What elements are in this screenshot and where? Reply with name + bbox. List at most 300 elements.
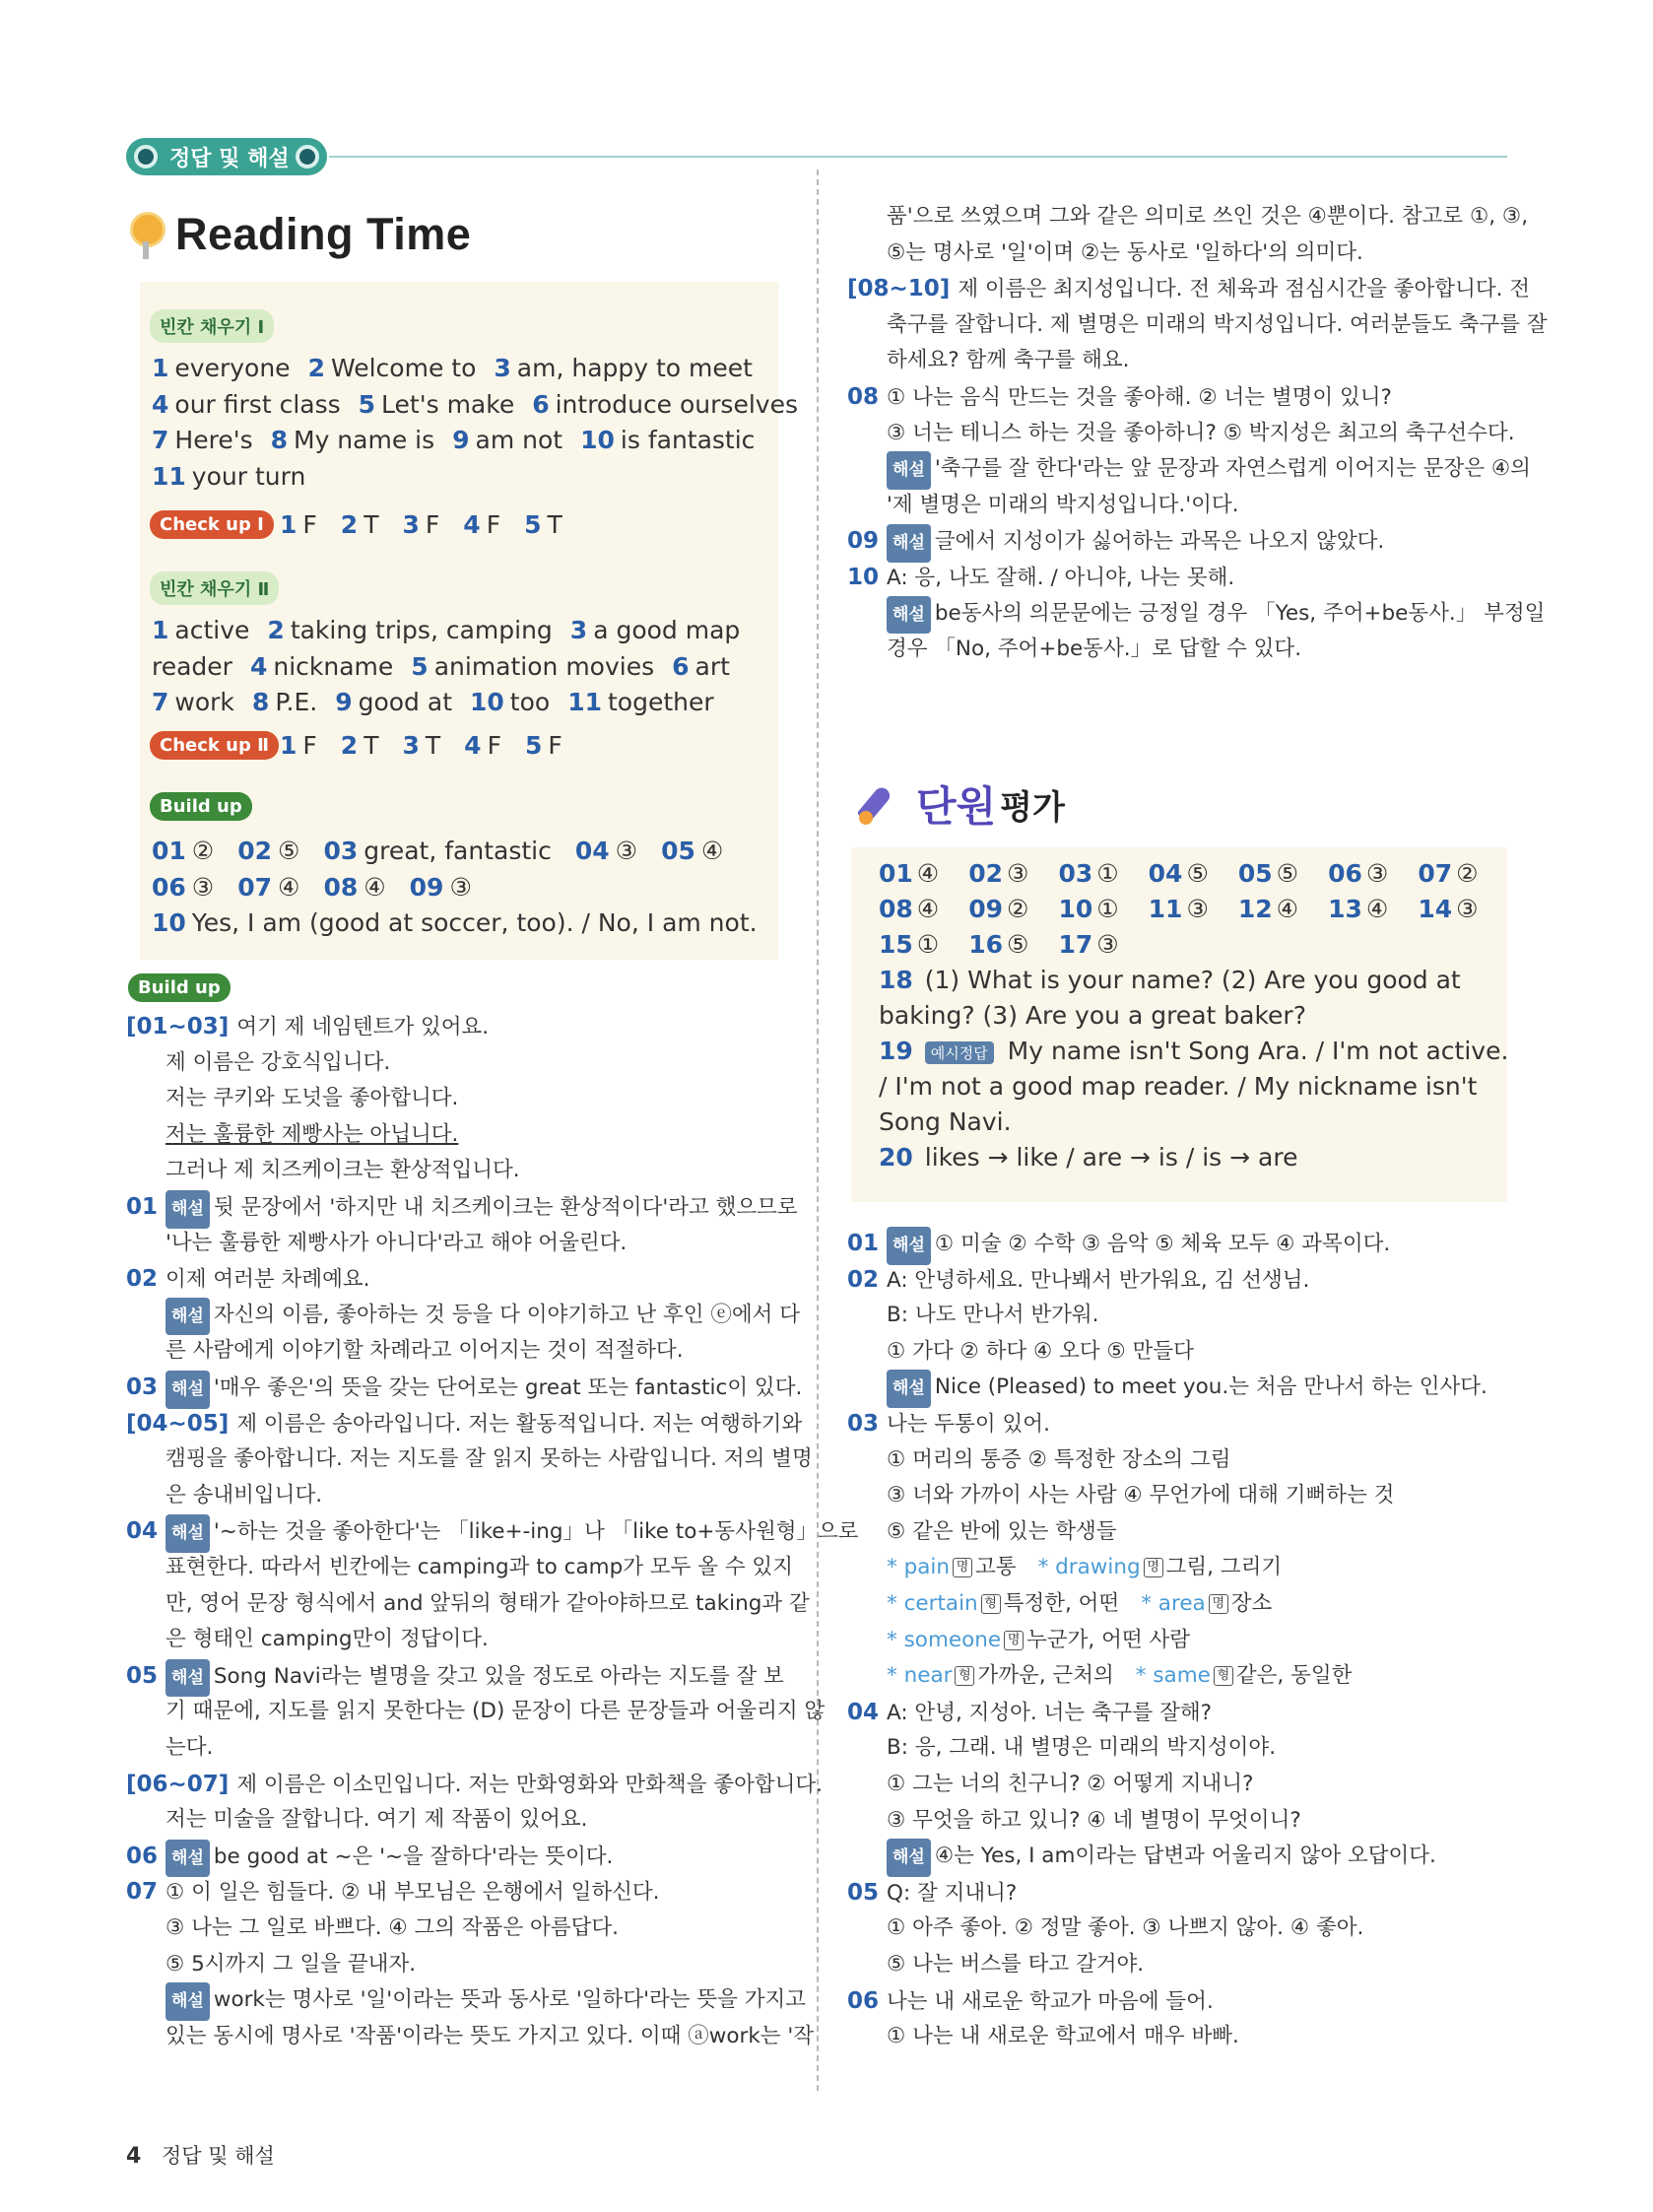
explanation-text: ① 나는 음식 만드는 것을 좋아해. ② 너는 별명이 있니?	[887, 385, 1392, 410]
answer-text: F	[302, 510, 317, 539]
answer-text: is fantastic	[620, 426, 756, 454]
answer-text: ⑤	[278, 837, 300, 865]
answer-text: F	[548, 731, 562, 760]
explanation-text: 자신의 이름, 좋아하는 것 등을 다 이야기하고 난 후인 ⓔ에서 다	[213, 1302, 800, 1327]
answer-number: 6	[672, 651, 690, 681]
explanation-line	[847, 2019, 1239, 2055]
blank-fill-2-tag: 빈칸 채우기 Ⅱ	[150, 571, 279, 605]
answer-text: animation movies	[433, 651, 655, 681]
question-number: 06	[847, 1987, 880, 2014]
answer-text: great, fantastic	[364, 837, 552, 865]
vocab-meaning: 고통	[975, 1555, 1017, 1580]
build-up-explanation-tag: Build up	[128, 973, 231, 1002]
answer-number: 10	[580, 426, 615, 454]
answer-number: 17	[1058, 930, 1093, 959]
answer-number: 15	[879, 930, 913, 959]
answer-text: ①	[1096, 895, 1119, 923]
explanation-line	[126, 1513, 859, 1553]
answer-number: 1	[280, 510, 298, 539]
explanation-line	[847, 560, 1234, 597]
explanation-line	[847, 1767, 1253, 1803]
answer-number: 04	[1148, 859, 1183, 888]
lamp-icon	[128, 210, 164, 259]
explanation-text: 하세요? 함께 축구를 해요.	[887, 348, 1130, 373]
answer-line	[152, 685, 732, 721]
explanation-text: Nice (Pleased) to meet you.는 처음 만나서 하는 인사다.	[934, 1374, 1488, 1400]
explanation-text: ① 나는 내 새로운 학교에서 매우 바빠.	[887, 2024, 1239, 2049]
answer-number: 02	[968, 859, 1004, 888]
answer-text: F	[486, 510, 501, 539]
answer-text: T	[364, 510, 379, 539]
answer-number: 8	[270, 426, 288, 454]
part-of-speech-icon: 명	[1144, 1558, 1163, 1577]
explanation-tag: 해설	[165, 1514, 210, 1553]
explanation-line	[847, 1334, 1194, 1371]
explanation-text: 제 이름은 이소민입니다. 저는 만화영화와 만화책을 좋아합니다.	[236, 1772, 823, 1797]
answer-text: too	[509, 688, 551, 716]
question-number: 08	[847, 384, 880, 410]
reading-time-heading: Reading Time	[175, 209, 472, 259]
unit-answer-line	[879, 930, 1149, 959]
explanation-tag: 해설	[887, 1839, 931, 1877]
page-number: 4	[126, 2144, 142, 2169]
answer-text: reader	[152, 651, 232, 681]
explanation-text: ⑤ 5시까지 그 일을 끝내자.	[165, 1951, 417, 1977]
explanation-line	[847, 1298, 1098, 1334]
answer-text: ③	[1007, 859, 1029, 888]
vocab-word: * area	[1141, 1591, 1206, 1616]
question-number: 01	[847, 1231, 880, 1256]
explanation-line	[847, 1839, 1436, 1877]
answer-number: 3	[494, 354, 511, 382]
answer-number: 07	[237, 872, 273, 902]
answer-text: T	[425, 731, 441, 760]
explanation-tag: 해설	[887, 524, 931, 563]
answer-text: ⑤	[1186, 859, 1209, 888]
explanation-text: ③ 나는 그 일로 바쁘다. ④ 그의 작품은 아름답다.	[165, 1915, 619, 1940]
answer-text: work	[174, 688, 234, 716]
answer-number: 4	[463, 510, 481, 539]
answer-text: F	[487, 731, 501, 760]
answer-number: 3	[402, 731, 420, 760]
reading-time-title	[128, 209, 471, 260]
explanation-line	[847, 307, 1548, 344]
explanation-text: 경우 「No, 주어+be동사.」로 답할 수 있다.	[887, 637, 1302, 662]
answer-text: your turn	[191, 461, 306, 491]
footer-label: 정답 및 해설	[162, 2144, 275, 2168]
answer-number: 06	[1328, 859, 1362, 888]
footer	[126, 2140, 275, 2170]
answer-text: art	[694, 651, 730, 681]
answer-text: ④	[278, 872, 300, 902]
explanation-text: ⑤ 나는 버스를 타고 갈거야.	[887, 1952, 1145, 1977]
answer-text: Here's	[174, 426, 253, 454]
explanation-line	[126, 1261, 369, 1299]
explanation-line	[847, 416, 1515, 452]
answer-number: 5	[524, 510, 542, 539]
answer-number: 2	[340, 510, 359, 539]
explanation-line	[847, 271, 1530, 308]
explanation-text: 나는 내 새로운 학교가 마음에 들어.	[887, 1988, 1214, 2014]
explanation-text: A: 안녕하세요. 만나봬서 반가워요, 김 선생님.	[887, 1267, 1310, 1293]
explanation-text: ③ 너는 테니스 하는 것을 좋아하니? ⑤ 박지성은 최고의 축구선수다.	[887, 420, 1515, 445]
q20-answer: likes → like / are → is / is → are	[924, 1143, 1298, 1172]
explanation-line	[126, 1045, 390, 1082]
answer-number: 05	[1237, 859, 1273, 888]
explanation-tag: 해설	[165, 1190, 210, 1229]
answer-number: 2	[307, 354, 325, 382]
answer-text: ③	[449, 872, 472, 902]
unit-answer-line	[879, 859, 1508, 888]
answer-text: Welcome to	[330, 354, 477, 382]
explanation-line	[847, 1947, 1144, 1983]
explanation-text: 는다.	[165, 1735, 214, 1760]
explanation-line	[126, 1694, 825, 1730]
answer-number: 1	[152, 354, 169, 382]
explanation-line	[847, 1370, 1488, 1408]
answer-text: Let's make	[381, 389, 515, 419]
explanation-text: ① 미술 ② 수학 ③ 음악 ⑤ 체육 모두 ④ 과목이다.	[934, 1232, 1391, 1256]
explanation-line	[847, 1658, 1373, 1695]
explanation-tag: 해설	[165, 1371, 210, 1409]
question-number: 07	[126, 1879, 159, 1906]
answer-number: 03	[323, 837, 359, 865]
explanation-line	[847, 199, 1528, 235]
explanation-line	[847, 1406, 1050, 1443]
explanation-line	[126, 1658, 784, 1698]
explanation-text: ① 아주 좋아. ② 정말 좋아. ③ 나쁘지 않아. ④ 좋아.	[887, 1915, 1364, 1941]
explanation-line	[126, 1298, 800, 1336]
answer-number: 2	[267, 616, 285, 644]
explanation-text: '축구를 잘 한다'라는 앞 문장과 자연스럽게 이어지는 문장은 ④의	[934, 456, 1531, 482]
explanation-line	[847, 379, 1392, 417]
part-of-speech-icon: 명	[1209, 1594, 1228, 1614]
check-up-1-answers	[280, 510, 586, 539]
answer-number: 10	[152, 908, 186, 937]
explanation-text: 이제 여러분 차례예요.	[165, 1267, 370, 1293]
vocab-word: * someone	[887, 1627, 1002, 1652]
answer-number: 4	[464, 731, 482, 760]
answer-number: 12	[1237, 895, 1273, 923]
answer-line	[152, 423, 772, 459]
explanation-line	[126, 1189, 798, 1229]
explanation-text: 그러나 제 치즈케이크는 환상적입니다.	[165, 1158, 520, 1183]
unit-answer-box	[851, 847, 1507, 1202]
answer-text: ①	[916, 930, 940, 959]
question-number: 01	[126, 1194, 159, 1220]
answer-text: ④	[700, 837, 724, 865]
answer-number: 09	[968, 895, 1004, 923]
answer-number: 1	[152, 616, 169, 644]
explanation-tag: 해설	[887, 1370, 931, 1408]
vocab-word: * pain	[887, 1555, 951, 1580]
answer-number: 5	[358, 389, 376, 419]
explanation-tag: 해설	[887, 1227, 931, 1265]
explanation-line	[126, 1586, 810, 1623]
explanation-tag: 해설	[165, 1659, 210, 1698]
answer-text: ④	[364, 872, 386, 902]
answer-number: 06	[152, 872, 186, 902]
section-header	[126, 138, 327, 175]
answer-text: everyone	[174, 354, 291, 382]
answer-box	[140, 282, 798, 960]
question-number: [01~03]	[126, 1014, 230, 1039]
explanation-tag: 해설	[887, 596, 931, 635]
answer-line	[152, 387, 816, 424]
answer-text: nickname	[273, 651, 394, 681]
explanation-line	[126, 1767, 823, 1804]
answer-text: F	[302, 731, 317, 760]
header-rule	[329, 156, 1507, 158]
vocab-word: * certain	[887, 1591, 978, 1616]
answer-number: 4	[249, 651, 268, 681]
explanation-text: B: 나도 만나서 반가워.	[887, 1303, 1099, 1328]
question-number: 10	[847, 565, 880, 590]
explanation-text: 나는 두통이 있어.	[887, 1412, 1050, 1437]
answer-number: 13	[1328, 895, 1362, 923]
explanation-line	[126, 1947, 416, 1983]
question-number: 06	[126, 1843, 159, 1869]
question-number: 03	[126, 1374, 159, 1400]
answer-text: ③	[191, 872, 215, 902]
explanation-text: 캠핑을 좋아합니다. 저는 지도를 잘 읽지 못하는 사람입니다. 저의 별명	[165, 1446, 813, 1472]
explanation-line	[126, 1441, 813, 1478]
answer-line	[152, 834, 747, 870]
check-up-2-tag: Check up Ⅱ	[150, 731, 279, 760]
unit-answer-line	[879, 895, 1508, 923]
answer-text: ⑤	[1276, 859, 1299, 888]
explanation-text: 품'으로 쓰였으며 그와 같은 의미로 쓰인 것은 ④뿐이다. 참고로 ①, ③,	[887, 204, 1529, 229]
explanation-text: 저는 미술을 잘합니다. 여기 제 작품이 있어요.	[165, 1807, 588, 1833]
question-number: 03	[847, 1411, 880, 1437]
answer-number: 01	[879, 859, 913, 888]
answer-line	[152, 870, 496, 906]
explanation-text: ① 그는 너의 친구니? ② 어떻게 지내니?	[887, 1772, 1254, 1796]
answer-number: 3	[569, 616, 588, 644]
unit-test-title	[857, 774, 1065, 834]
explanation-text: ① 이 일은 힘들다. ② 내 부모님은 은행에서 일하신다.	[165, 1880, 660, 1906]
explanation-line	[126, 1910, 619, 1947]
explanation-line	[126, 1009, 489, 1046]
question-number: [08~10]	[847, 276, 951, 302]
answer-text: introduce ourselves	[555, 389, 798, 419]
explanation-text: ③ 무엇을 하고 있니? ④ 네 별명이 무엇이니?	[887, 1807, 1301, 1833]
explanation-text: Song Navi라는 별명을 갖고 있을 정도로 아라는 지도를 잘 보	[213, 1663, 784, 1689]
answer-number: 16	[968, 930, 1004, 959]
check-up-1-tag: Check up Ⅰ	[150, 510, 274, 539]
blank-fill-1-tag: 빈칸 채우기 Ⅰ	[150, 309, 274, 343]
explanation-text: 표현한다. 따라서 빈칸에는 camping과 to camp가 모두 올 수 있지	[165, 1555, 793, 1579]
answer-number: 01	[152, 837, 186, 865]
explanation-line	[847, 596, 1545, 635]
explanation-text: 은 형태인 camping만이 정답이다.	[165, 1627, 489, 1652]
answer-text: ②	[191, 837, 215, 865]
q19-number: 19	[879, 1037, 913, 1065]
answer-text: My name is	[294, 426, 435, 454]
question-number: 05	[847, 1879, 880, 1906]
part-of-speech-icon: 형	[981, 1594, 1001, 1614]
answer-number: 3	[402, 510, 420, 539]
explanation-tag: 해설	[165, 1840, 210, 1878]
answer-number: 5	[411, 651, 429, 681]
explanation-line	[847, 235, 1363, 272]
explanation-line	[847, 1623, 1212, 1659]
q19-answer-a: My name isn't Song Ara. / I'm not active.	[1007, 1037, 1509, 1065]
q19-line-3: Song Navi.	[879, 1107, 1012, 1136]
answer-number: 07	[1418, 859, 1453, 888]
vocab-meaning: 장소	[1230, 1591, 1273, 1616]
answer-text: am, happy to meet	[516, 354, 753, 382]
explanation-line	[126, 1333, 684, 1370]
explanation-line	[847, 1983, 1214, 2021]
header-dot-icon	[134, 145, 158, 168]
explanation-line	[847, 488, 1239, 524]
answer-text: a good map	[593, 616, 741, 644]
explanation-line	[126, 1117, 458, 1154]
answer-number: 5	[524, 731, 543, 760]
explanation-text: ① 머리의 통증 ② 특정한 장소의 그림	[887, 1446, 1231, 1472]
answer-number: 11	[152, 461, 186, 491]
answer-line	[152, 613, 758, 649]
explanation-text: 기 때문에, 지도를 읽지 못한다는 (D) 문장이 다른 문장들과 어울리지 않	[165, 1699, 826, 1724]
explanation-text: '제 별명은 미래의 박지성입니다.'이다.	[887, 492, 1239, 517]
answer-number: 7	[152, 426, 169, 454]
answer-text: taking trips, camping	[290, 616, 553, 644]
explanation-text: 여기 제 네임텐트가 있어요.	[236, 1015, 490, 1039]
question-number: [04~05]	[126, 1410, 230, 1437]
answer-number: 8	[251, 688, 270, 716]
question-number: 02	[847, 1266, 880, 1293]
explanation-tag: 해설	[165, 1298, 210, 1336]
explanation-text: ③ 너와 가까이 사는 사람 ④ 무언가에 대해 기뻐하는 것	[887, 1483, 1395, 1508]
explanation-line	[126, 1874, 660, 1911]
answer-number: 02	[237, 837, 273, 865]
explanation-text: be동사의 의문문에는 긍정일 경우 「Yes, 주어+be동사.」 부정일	[934, 600, 1546, 626]
explanation-line	[847, 1875, 1017, 1912]
answer-number: 05	[661, 837, 695, 865]
sample-answer-tag: 예시정답	[925, 1041, 994, 1064]
explanation-text: 저는 훌륭한 제빵사는 아닙니다.	[165, 1121, 459, 1147]
explanation-line	[126, 1622, 489, 1658]
answer-number: 08	[879, 895, 913, 923]
q19-line-2: / I'm not a good map reader. / My nickname isn't	[879, 1072, 1478, 1101]
answer-number: 11	[567, 688, 602, 716]
question-number: 05	[126, 1662, 159, 1689]
explanation-line	[847, 1586, 1293, 1623]
explanation-text: 만, 영어 문장 형식에서 and 앞뒤의 형태가 같아야하므로 taking과 같	[165, 1590, 810, 1616]
explanation-text: 제 이름은 강호식입니다.	[165, 1049, 391, 1075]
explanation-text: B: 응, 그래. 내 별명은 미래의 박지성이야.	[887, 1735, 1277, 1761]
answer-text: ②	[1007, 895, 1029, 923]
explanation-line	[126, 1839, 613, 1878]
answer-number: 9	[452, 426, 470, 454]
explanation-text: ④는 Yes, I am이라는 답변과 어울리지 않아 오답이다.	[934, 1843, 1436, 1869]
explanation-line	[847, 632, 1301, 668]
answer-line	[152, 905, 781, 942]
answer-line	[152, 649, 748, 686]
part-of-speech-icon: 형	[955, 1666, 974, 1686]
answer-text: active	[174, 616, 250, 644]
answer-number: 14	[1418, 895, 1453, 923]
unit-title-small: 평가	[1000, 787, 1065, 828]
vocab-meaning: 특정한, 어떤	[1003, 1591, 1120, 1616]
answer-number: 6	[532, 389, 550, 419]
answer-number: 10	[1058, 895, 1093, 923]
explanation-line	[847, 1514, 1117, 1551]
check-up-2-answers	[280, 731, 586, 760]
answer-text: Yes, I am (good at soccer, too). / No, I am not.	[191, 908, 758, 937]
vocab-meaning: 그림, 그리기	[1165, 1555, 1283, 1580]
answer-text: ④	[1365, 895, 1389, 923]
explanation-line	[847, 1226, 1390, 1265]
q20-number: 20	[879, 1143, 913, 1172]
answer-text: good at	[358, 688, 452, 716]
explanation-text: Q: 잘 지내니?	[887, 1880, 1018, 1906]
header-label: 정답 및 해설	[169, 146, 290, 171]
answer-number: 7	[152, 688, 169, 716]
answer-number: 10	[470, 688, 504, 716]
answer-text: am not	[475, 426, 563, 454]
vocab-meaning: 누군가, 어떤 사람	[1026, 1627, 1191, 1652]
rocket-icon	[857, 781, 902, 827]
explanation-line	[126, 1802, 588, 1839]
header-dot-icon	[296, 145, 319, 168]
explanation-text: ① 가다 ② 하다 ④ 오다 ⑤ 만들다	[887, 1338, 1194, 1364]
answer-text: ④	[1276, 895, 1299, 923]
explanation-line	[847, 1730, 1276, 1767]
answer-text: P.E.	[275, 688, 318, 716]
explanation-text: '매우 좋은'의 뜻을 갖는 단어로는 great 또는 fantastic이 있다.	[213, 1375, 803, 1400]
explanation-line	[847, 1695, 1212, 1732]
answer-text: ④	[916, 895, 940, 923]
explanation-line	[847, 1550, 1303, 1586]
answer-text: ③	[1456, 895, 1479, 923]
explanation-line	[126, 1478, 322, 1514]
part-of-speech-icon: 명	[953, 1558, 972, 1577]
answer-text: ③	[615, 837, 638, 865]
explanation-text: 제 이름은 최지성입니다. 전 체육과 점심시간을 좋아합니다. 전	[958, 277, 1531, 302]
answer-number: 09	[409, 872, 444, 902]
answer-number: 11	[1148, 895, 1183, 923]
unit-title-big: 단원	[916, 782, 997, 831]
explanation-line	[847, 1442, 1231, 1479]
explanation-text: 축구를 잘합니다. 제 별명은 미래의 박지성입니다. 여러분들도 축구를 잘	[887, 311, 1548, 337]
explanation-text: 저는 쿠키와 도넛을 좋아합니다.	[165, 1086, 459, 1111]
answer-line	[152, 351, 770, 387]
part-of-speech-icon: 명	[1004, 1631, 1024, 1650]
explanation-line	[847, 1910, 1363, 1947]
explanation-text: 글에서 지성이가 싫어하는 과목은 나오지 않았다.	[934, 529, 1385, 555]
vocab-word: * near	[887, 1663, 953, 1689]
vocab-word: * drawing	[1037, 1555, 1141, 1580]
explanation-tag: 해설	[887, 451, 931, 490]
answer-text: T	[364, 731, 379, 760]
q18-line-2: baking? (3) Are you a great baker?	[879, 1001, 1306, 1030]
answer-number: 4	[152, 389, 169, 419]
answer-number: 9	[335, 688, 353, 716]
explanation-line	[126, 1226, 627, 1262]
answer-number: 08	[323, 872, 359, 902]
explanation-line	[126, 1406, 802, 1443]
explanation-tag: 해설	[165, 1982, 210, 2021]
explanation-text: 제 이름은 송아라입니다. 저는 활동적입니다. 저는 여행하기와	[236, 1411, 803, 1437]
answer-text: ⑤	[1007, 930, 1029, 959]
explanation-line	[126, 2019, 814, 2055]
answer-text: ③	[1365, 859, 1389, 888]
explanation-line	[847, 1803, 1301, 1840]
explanation-text: 있는 동시에 명사로 '작품'이라는 뜻도 가지고 있다. 이때 ⓐwork는 '작	[165, 2023, 815, 2048]
answer-line	[152, 459, 323, 496]
